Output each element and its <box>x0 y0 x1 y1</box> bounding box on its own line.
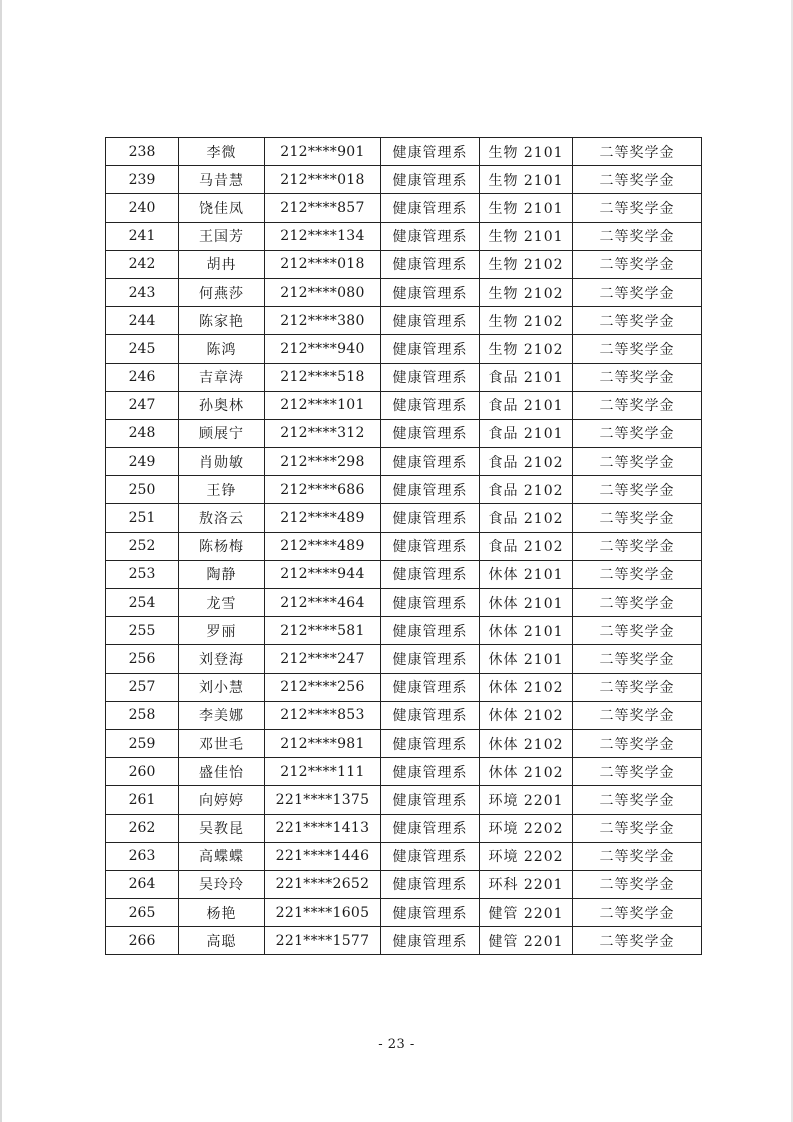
department-cell: 健康管理系 <box>381 363 480 391</box>
student-name-cell: 陈鸿 <box>179 335 265 363</box>
student-id-cell: 212****940 <box>265 335 381 363</box>
student-id-cell: 212****298 <box>265 448 381 476</box>
department-cell: 健康管理系 <box>381 419 480 447</box>
department-cell: 健康管理系 <box>381 448 480 476</box>
class-cell: 食品 2102 <box>480 448 573 476</box>
class-cell: 食品 2101 <box>480 363 573 391</box>
student-id-cell: 221****1446 <box>265 842 381 870</box>
table-row <box>106 842 702 870</box>
student-name-cell: 刘登海 <box>179 645 265 673</box>
class-cell: 生物 2101 <box>480 222 573 250</box>
department-cell: 健康管理系 <box>381 870 480 898</box>
table-row <box>106 476 702 504</box>
serial-number-cell: 243 <box>106 278 179 306</box>
table-row <box>106 758 702 786</box>
serial-number-cell: 263 <box>106 842 179 870</box>
serial-number-cell: 245 <box>106 335 179 363</box>
department-cell: 健康管理系 <box>381 899 480 927</box>
award-cell: 二等奖学金 <box>573 194 702 222</box>
department-cell: 健康管理系 <box>381 814 480 842</box>
serial-number-cell: 240 <box>106 194 179 222</box>
award-cell: 二等奖学金 <box>573 363 702 391</box>
student-name-cell: 王国芳 <box>179 222 265 250</box>
class-cell: 食品 2102 <box>480 532 573 560</box>
student-id-cell: 212****134 <box>265 222 381 250</box>
department-cell: 健康管理系 <box>381 504 480 532</box>
table-row <box>106 138 702 166</box>
award-cell: 二等奖学金 <box>573 476 702 504</box>
class-cell: 生物 2102 <box>480 250 573 278</box>
student-id-cell: 212****489 <box>265 504 381 532</box>
award-cell: 二等奖学金 <box>573 617 702 645</box>
roster-body <box>106 138 702 955</box>
department-cell: 健康管理系 <box>381 250 480 278</box>
award-cell: 二等奖学金 <box>573 222 702 250</box>
class-cell: 休体 2102 <box>480 673 573 701</box>
table-row <box>106 617 702 645</box>
class-cell: 生物 2101 <box>480 194 573 222</box>
student-name-cell: 敖洛云 <box>179 504 265 532</box>
serial-number-cell: 241 <box>106 222 179 250</box>
award-cell: 二等奖学金 <box>573 758 702 786</box>
student-id-cell: 212****464 <box>265 589 381 617</box>
student-id-cell: 212****901 <box>265 138 381 166</box>
serial-number-cell: 253 <box>106 560 179 588</box>
class-cell: 环科 2201 <box>480 870 573 898</box>
serial-number-cell: 244 <box>106 307 179 335</box>
department-cell: 健康管理系 <box>381 194 480 222</box>
table-row <box>106 504 702 532</box>
student-name-cell: 饶佳凤 <box>179 194 265 222</box>
award-cell: 二等奖学金 <box>573 250 702 278</box>
student-name-cell: 杨艳 <box>179 899 265 927</box>
serial-number-cell: 266 <box>106 927 179 955</box>
scholarship-roster-table <box>105 137 702 955</box>
department-cell: 健康管理系 <box>381 673 480 701</box>
student-id-cell: 212****686 <box>265 476 381 504</box>
class-cell: 生物 2102 <box>480 278 573 306</box>
department-cell: 健康管理系 <box>381 617 480 645</box>
student-name-cell: 吴教昆 <box>179 814 265 842</box>
student-id-cell: 212****101 <box>265 391 381 419</box>
award-cell: 二等奖学金 <box>573 419 702 447</box>
student-name-cell: 吴玲玲 <box>179 870 265 898</box>
student-name-cell: 孙奥林 <box>179 391 265 419</box>
student-name-cell: 高蝶蝶 <box>179 842 265 870</box>
class-cell: 休体 2101 <box>480 589 573 617</box>
student-name-cell: 肖勋敏 <box>179 448 265 476</box>
student-name-cell: 吉章涛 <box>179 363 265 391</box>
table-row <box>106 194 702 222</box>
award-cell: 二等奖学金 <box>573 391 702 419</box>
student-id-cell: 221****1577 <box>265 927 381 955</box>
class-cell: 食品 2101 <box>480 419 573 447</box>
serial-number-cell: 265 <box>106 899 179 927</box>
student-name-cell: 罗丽 <box>179 617 265 645</box>
serial-number-cell: 260 <box>106 758 179 786</box>
class-cell: 环境 2201 <box>480 786 573 814</box>
student-id-cell: 221****1605 <box>265 899 381 927</box>
serial-number-cell: 249 <box>106 448 179 476</box>
student-id-cell: 212****018 <box>265 250 381 278</box>
student-id-cell: 212****256 <box>265 673 381 701</box>
department-cell: 健康管理系 <box>381 222 480 250</box>
serial-number-cell: 255 <box>106 617 179 645</box>
table-row <box>106 419 702 447</box>
class-cell: 休体 2102 <box>480 729 573 757</box>
award-cell: 二等奖学金 <box>573 166 702 194</box>
table-row <box>106 363 702 391</box>
award-cell: 二等奖学金 <box>573 673 702 701</box>
student-name-cell: 何燕莎 <box>179 278 265 306</box>
award-cell: 二等奖学金 <box>573 307 702 335</box>
student-name-cell: 刘小慧 <box>179 673 265 701</box>
serial-number-cell: 254 <box>106 589 179 617</box>
serial-number-cell: 238 <box>106 138 179 166</box>
class-cell: 食品 2102 <box>480 504 573 532</box>
page-number: - 23 - <box>378 1037 415 1052</box>
serial-number-cell: 261 <box>106 786 179 814</box>
serial-number-cell: 256 <box>106 645 179 673</box>
award-cell: 二等奖学金 <box>573 842 702 870</box>
award-cell: 二等奖学金 <box>573 335 702 363</box>
award-cell: 二等奖学金 <box>573 504 702 532</box>
student-id-cell: 212****111 <box>265 758 381 786</box>
award-cell: 二等奖学金 <box>573 814 702 842</box>
class-cell: 休体 2101 <box>480 560 573 588</box>
serial-number-cell: 262 <box>106 814 179 842</box>
table-row <box>106 814 702 842</box>
department-cell: 健康管理系 <box>381 166 480 194</box>
table-row <box>106 870 702 898</box>
award-cell: 二等奖学金 <box>573 899 702 927</box>
table-row <box>106 222 702 250</box>
serial-number-cell: 258 <box>106 701 179 729</box>
student-id-cell: 212****018 <box>265 166 381 194</box>
student-name-cell: 邓世毛 <box>179 729 265 757</box>
student-name-cell: 盛佳怡 <box>179 758 265 786</box>
department-cell: 健康管理系 <box>381 927 480 955</box>
serial-number-cell: 242 <box>106 250 179 278</box>
award-cell: 二等奖学金 <box>573 138 702 166</box>
class-cell: 生物 2102 <box>480 307 573 335</box>
student-id-cell: 212****581 <box>265 617 381 645</box>
student-id-cell: 212****853 <box>265 701 381 729</box>
department-cell: 健康管理系 <box>381 532 480 560</box>
student-name-cell: 顾展宁 <box>179 419 265 447</box>
department-cell: 健康管理系 <box>381 307 480 335</box>
student-name-cell: 陶静 <box>179 560 265 588</box>
student-name-cell: 陈家艳 <box>179 307 265 335</box>
table-row <box>106 532 702 560</box>
award-cell: 二等奖学金 <box>573 927 702 955</box>
award-cell: 二等奖学金 <box>573 870 702 898</box>
table-row <box>106 701 702 729</box>
serial-number-cell: 246 <box>106 363 179 391</box>
class-cell: 休体 2101 <box>480 617 573 645</box>
award-cell: 二等奖学金 <box>573 278 702 306</box>
class-cell: 环境 2202 <box>480 814 573 842</box>
department-cell: 健康管理系 <box>381 645 480 673</box>
student-name-cell: 陈杨梅 <box>179 532 265 560</box>
serial-number-cell: 257 <box>106 673 179 701</box>
department-cell: 健康管理系 <box>381 335 480 363</box>
student-name-cell: 胡冉 <box>179 250 265 278</box>
department-cell: 健康管理系 <box>381 589 480 617</box>
serial-number-cell: 259 <box>106 729 179 757</box>
class-cell: 休体 2101 <box>480 645 573 673</box>
student-id-cell: 212****944 <box>265 560 381 588</box>
class-cell: 休体 2102 <box>480 758 573 786</box>
department-cell: 健康管理系 <box>381 758 480 786</box>
class-cell: 食品 2101 <box>480 391 573 419</box>
serial-number-cell: 251 <box>106 504 179 532</box>
student-id-cell: 212****981 <box>265 729 381 757</box>
table-row <box>106 560 702 588</box>
student-id-cell: 212****312 <box>265 419 381 447</box>
class-cell: 健管 2201 <box>480 927 573 955</box>
department-cell: 健康管理系 <box>381 842 480 870</box>
department-cell: 健康管理系 <box>381 729 480 757</box>
serial-number-cell: 264 <box>106 870 179 898</box>
table-row <box>106 673 702 701</box>
student-id-cell: 212****518 <box>265 363 381 391</box>
class-cell: 食品 2102 <box>480 476 573 504</box>
award-cell: 二等奖学金 <box>573 448 702 476</box>
student-name-cell: 向婷婷 <box>179 786 265 814</box>
student-id-cell: 212****080 <box>265 278 381 306</box>
table-row <box>106 307 702 335</box>
serial-number-cell: 252 <box>106 532 179 560</box>
student-id-cell: 212****247 <box>265 645 381 673</box>
table-row <box>106 448 702 476</box>
class-cell: 环境 2202 <box>480 842 573 870</box>
student-id-cell: 221****1413 <box>265 814 381 842</box>
serial-number-cell: 248 <box>106 419 179 447</box>
award-cell: 二等奖学金 <box>573 729 702 757</box>
award-cell: 二等奖学金 <box>573 589 702 617</box>
class-cell: 健管 2201 <box>480 899 573 927</box>
student-id-cell: 212****857 <box>265 194 381 222</box>
award-cell: 二等奖学金 <box>573 532 702 560</box>
student-name-cell: 高聪 <box>179 927 265 955</box>
class-cell: 生物 2101 <box>480 166 573 194</box>
class-cell: 休体 2102 <box>480 701 573 729</box>
table-row <box>106 927 702 955</box>
student-name-cell: 王铮 <box>179 476 265 504</box>
table-row <box>106 589 702 617</box>
student-name-cell: 龙雪 <box>179 589 265 617</box>
department-cell: 健康管理系 <box>381 391 480 419</box>
class-cell: 生物 2101 <box>480 138 573 166</box>
table-row <box>106 391 702 419</box>
award-cell: 二等奖学金 <box>573 560 702 588</box>
serial-number-cell: 247 <box>106 391 179 419</box>
student-name-cell: 李微 <box>179 138 265 166</box>
table-row <box>106 335 702 363</box>
student-name-cell: 马昔慧 <box>179 166 265 194</box>
table-row <box>106 899 702 927</box>
department-cell: 健康管理系 <box>381 786 480 814</box>
table-row <box>106 278 702 306</box>
table-row <box>106 786 702 814</box>
award-cell: 二等奖学金 <box>573 645 702 673</box>
student-id-cell: 221****2652 <box>265 870 381 898</box>
student-id-cell: 221****1375 <box>265 786 381 814</box>
serial-number-cell: 239 <box>106 166 179 194</box>
department-cell: 健康管理系 <box>381 476 480 504</box>
student-name-cell: 李美娜 <box>179 701 265 729</box>
department-cell: 健康管理系 <box>381 701 480 729</box>
class-cell: 生物 2102 <box>480 335 573 363</box>
award-cell: 二等奖学金 <box>573 786 702 814</box>
student-id-cell: 212****380 <box>265 307 381 335</box>
award-cell: 二等奖学金 <box>573 701 702 729</box>
table-row <box>106 250 702 278</box>
table-row <box>106 645 702 673</box>
department-cell: 健康管理系 <box>381 278 480 306</box>
table-row <box>106 166 702 194</box>
table-row <box>106 729 702 757</box>
department-cell: 健康管理系 <box>381 138 480 166</box>
department-cell: 健康管理系 <box>381 560 480 588</box>
serial-number-cell: 250 <box>106 476 179 504</box>
student-id-cell: 212****489 <box>265 532 381 560</box>
